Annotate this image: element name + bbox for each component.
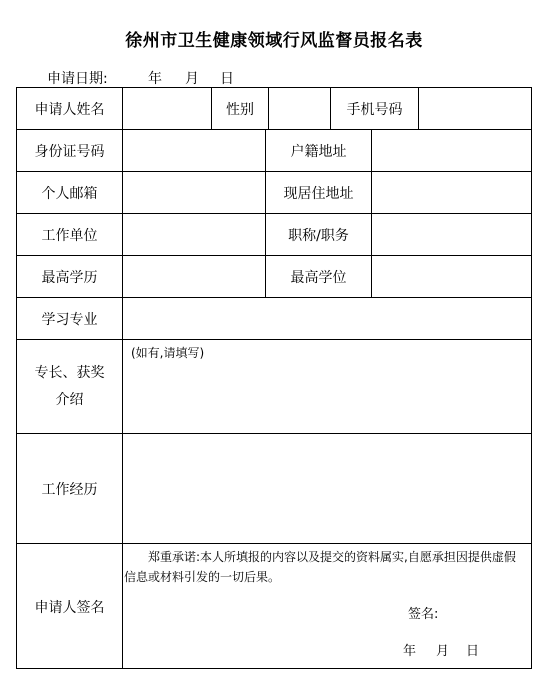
hukou-address-label: 户籍地址 [265,129,371,171]
form-title: 徐州市卫生健康领域行风监督员报名表 [125,31,423,51]
pledge-date-year: 年 [403,644,417,659]
education-label: 最高学历 [16,255,122,297]
job-title-value-cell[interactable] [371,213,532,255]
degree-value-cell[interactable] [371,255,532,297]
name-value-cell[interactable] [122,87,211,129]
work-experience-label: 工作经历 [16,433,122,543]
pledge-date-month: 月 [436,644,450,659]
email-label: 个人邮箱 [16,171,122,213]
date-month: 月 [185,71,199,87]
phone-label: 手机号码 [330,87,418,129]
degree-label: 最高学位 [265,255,371,297]
specialty-label-line-2: 介绍 [55,391,84,408]
specialty-label-line-1: 专长、获奖 [34,364,105,381]
name-label: 申请人姓名 [16,87,122,129]
work-unit-value-cell[interactable] [122,213,265,255]
phone-value-cell[interactable] [418,87,532,129]
pledge-date-day: 日 [466,644,480,659]
specialty-hint: (如有,请填写) [131,346,205,360]
major-label: 学习专业 [16,297,122,339]
current-address-label: 现居住地址 [265,171,371,213]
signature-label: 申请人签名 [16,543,122,669]
work-experience-value-cell[interactable] [122,433,532,543]
gender-label: 性别 [211,87,268,129]
education-value-cell[interactable] [122,255,265,297]
hukou-address-value-cell[interactable] [371,129,532,171]
email-value-cell[interactable] [122,171,265,213]
job-title-label: 职称/职务 [265,213,371,255]
current-address-value-cell[interactable] [371,171,532,213]
specialty-value-cell[interactable] [122,339,532,433]
gender-value-cell[interactable] [268,87,330,129]
specialty-label [16,339,122,433]
date-day: 日 [220,71,234,87]
pledge-text: 郑重承诺:本人所填报的内容以及提交的资料属实,自愿承担因提供虚假信息或材料引发的一切后果。 [124,550,516,584]
id-number-label: 身份证号码 [16,129,122,171]
major-value-cell[interactable] [122,297,532,339]
application-date-label: 申请日期: [47,71,108,87]
work-unit-label: 工作单位 [16,213,122,255]
id-number-value-cell[interactable] [122,129,265,171]
date-year: 年 [148,71,162,87]
pledge-sign-label: 签名: [408,607,439,622]
